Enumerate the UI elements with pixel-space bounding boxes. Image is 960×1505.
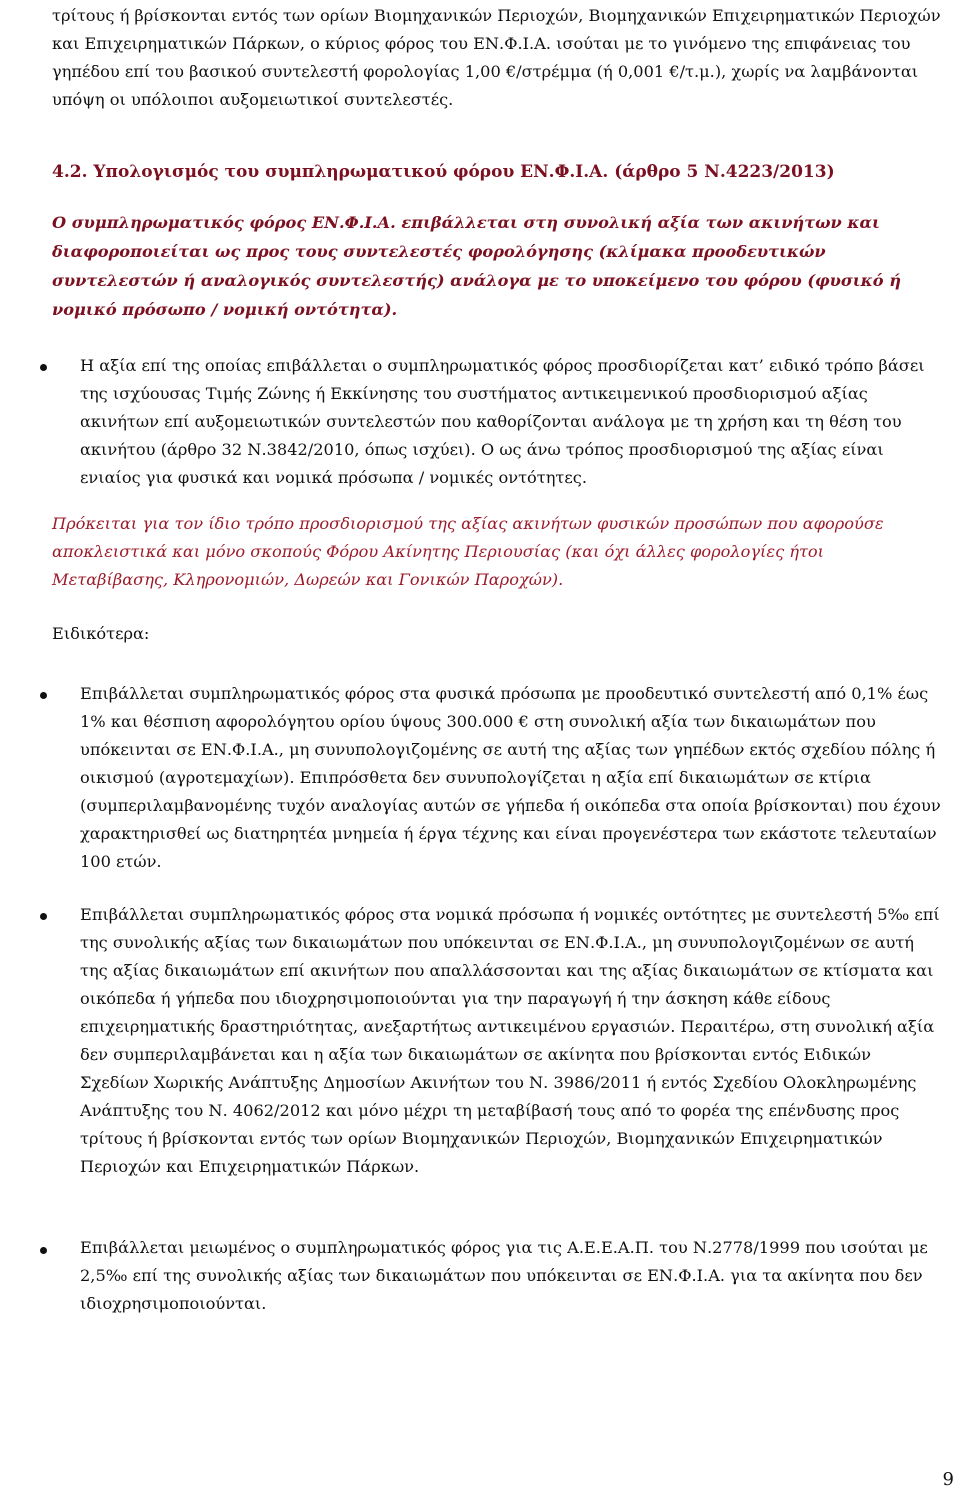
- specifically-label: Ειδικότερα:: [52, 624, 150, 643]
- bullet-dot: [40, 692, 47, 699]
- intro-paragraph: τρίτους ή βρίσκονται εντός των ορίων Βιομηχανικών Περιοχών, Βιομηχανικών Επιχειρηματικών Περιοχών και Επιχειρηματικών Πάρκων, ο κύριος φόρος του ΕΝ.Φ.Ι.Α. ισούται με το γινόμενο της επιφάνειας του γηπέδου επί του βασικού συντελεστή φορολογίας 1,00 €/στρέμμα (ή 0,001 €/τ.μ.), χωρίς να λαμβάνονται υπόψη οι υπόλοιποι αυξομειωτικοί συντελεστές.: [52, 6, 941, 109]
- bullet-valuation: Η αξία επί της οποίας επιβάλλεται ο συμπληρωματικός φόρος προσδιορίζεται κατ’ ειδικό τρόπο βάσει της ισχύουσας Τιμής Ζώνης ή Εκκίνησης του συστήματος αντικειμενικού προσδιορισμού αξίας ακινήτων επί αυξομειωτικών συντελεστών που καθορίζονται ανάλογα με τη χρήση και τη θέση του ακινήτου (άρθρο 32 Ν.3842/2010, όπως ισχύει). Ο ως άνω τρόπος προσδιορισμού της αξίας είναι ενιαίος για φυσικά και νομικά πρόσωπα / νομικές οντότητες.: [80, 356, 925, 487]
- italic-note: Πρόκειται για τον ίδιο τρόπο προσδιορισμού της αξίας ακινήτων φυσικών προσώπων που αφορούσε αποκλειστικά και μόνο σκοπούς Φόρου Ακίνητης Περιουσίας (και όχι άλλες φορολογίες ήτοι Μεταβίβασης, Κληρονομιών, Δωρεών και Γονικών Παροχών).: [52, 514, 884, 589]
- page-number: 9: [942, 1469, 954, 1490]
- bullet-dot: [40, 1247, 47, 1254]
- bullet-dot: [40, 913, 47, 920]
- bullet-dot: [40, 364, 47, 371]
- section-heading: 4.2. Υπολογισμός του συμπληρωματικού φόρου ΕΝ.Φ.Ι.Α. (άρθρο 5 Ν.4223/2013): [52, 162, 835, 182]
- emphasis-paragraph: Ο συμπληρωματικός φόρος ΕΝ.Φ.Ι.Α. επιβάλλεται στη συνολική αξία των ακινήτων και διαφοροποιείται ως προς τους συντελεστές φορολόγησης (κλίμακα προοδευτικών συντελεστών ή αναλογικός συντελεστής) ανάλογα με το υποκείμενο του φόρου (φυσικό ή νομικό πρόσωπο / νομική οντότητα).: [52, 213, 901, 319]
- bullet-aeeap: Επιβάλλεται μειωμένος ο συμπληρωματικός φόρος για τις Α.Ε.Ε.Α.Π. του Ν.2778/1999 που ισούται με 2,5‰ επί της συνολικής αξίας των δικαιωμάτων που υπόκεινται σε ΕΝ.Φ.Ι.Α. για τα ακίνητα που δεν ιδιοχρησιμοποιούνται.: [80, 1238, 928, 1313]
- bullet-natural-persons: Επιβάλλεται συμπληρωματικός φόρος στα φυσικά πρόσωπα με προοδευτικό συντελεστή από 0,1% έως 1% και θέσπιση αφορολόγητου ορίου ύψους 300.000 € στη συνολική αξία των δικαιωμάτων που υπόκεινται σε ΕΝ.Φ.Ι.Α., μη συνυπολογιζομένης σε αυτή της αξίας των γηπέδων εκτός σχεδίου πόλης ή οικισμού (αγροτεμαχίων). Επιπρόσθετα δεν συνυπολογίζεται η αξία επί δικαιωμάτων σε κτίρια (συμπεριλαμβανομένης τυχόν αναλογίας αυτών σε γήπεδα ή οικόπεδα στα οποία βρίσκονται) που έχουν χαρακτηρισθεί ως διατηρητέα μνημεία ή έργα τέχνης και είναι προγενέστερα των εκάστοτε τελευταίων 100 ετών.: [80, 684, 941, 871]
- bullet-legal-persons: Επιβάλλεται συμπληρωματικός φόρος στα νομικά πρόσωπα ή νομικές οντότητες με συντελεστή 5‰ επί της συνολικής αξίας των δικαιωμάτων που υπόκεινται σε ΕΝ.Φ.Ι.Α., μη συνυπολογιζομένων σε αυτή της αξίας δικαιωμάτων επί ακινήτων που απαλλάσσονται και της αξίας δικαιωμάτων σε κτίσματα και οικόπεδα ή γήπεδα που ιδιοχρησιμοποιούνται για την παραγωγή ή την άσκηση κάθε είδους επιχειρηματικής δραστηριότητας, ανεξαρτήτως αντικειμένου εργασιών. Περαιτέρω, στη συνολική αξία δεν συμπεριλαμβάνεται και η αξία των δικαιωμάτων σε ακίνητα που βρίσκονται εντός Ειδικών Σχεδίων Χωρικής Ανάπτυξης Δημοσίων Ακινήτων του Ν. 3986/2011 ή εντός Σχεδίου Ολοκληρωμένης Ανάπτυξης του Ν. 4062/2012 και μόνο μέχρι τη μεταβίβασή τους από το φορέα της επένδυσης προς τρίτους ή βρίσκονται εντός των ορίων Βιομηχανικών Περιοχών, Βιομηχανικών Επιχειρηματικών Περιοχών και Επιχειρηματικών Πάρκων.: [80, 905, 940, 1176]
